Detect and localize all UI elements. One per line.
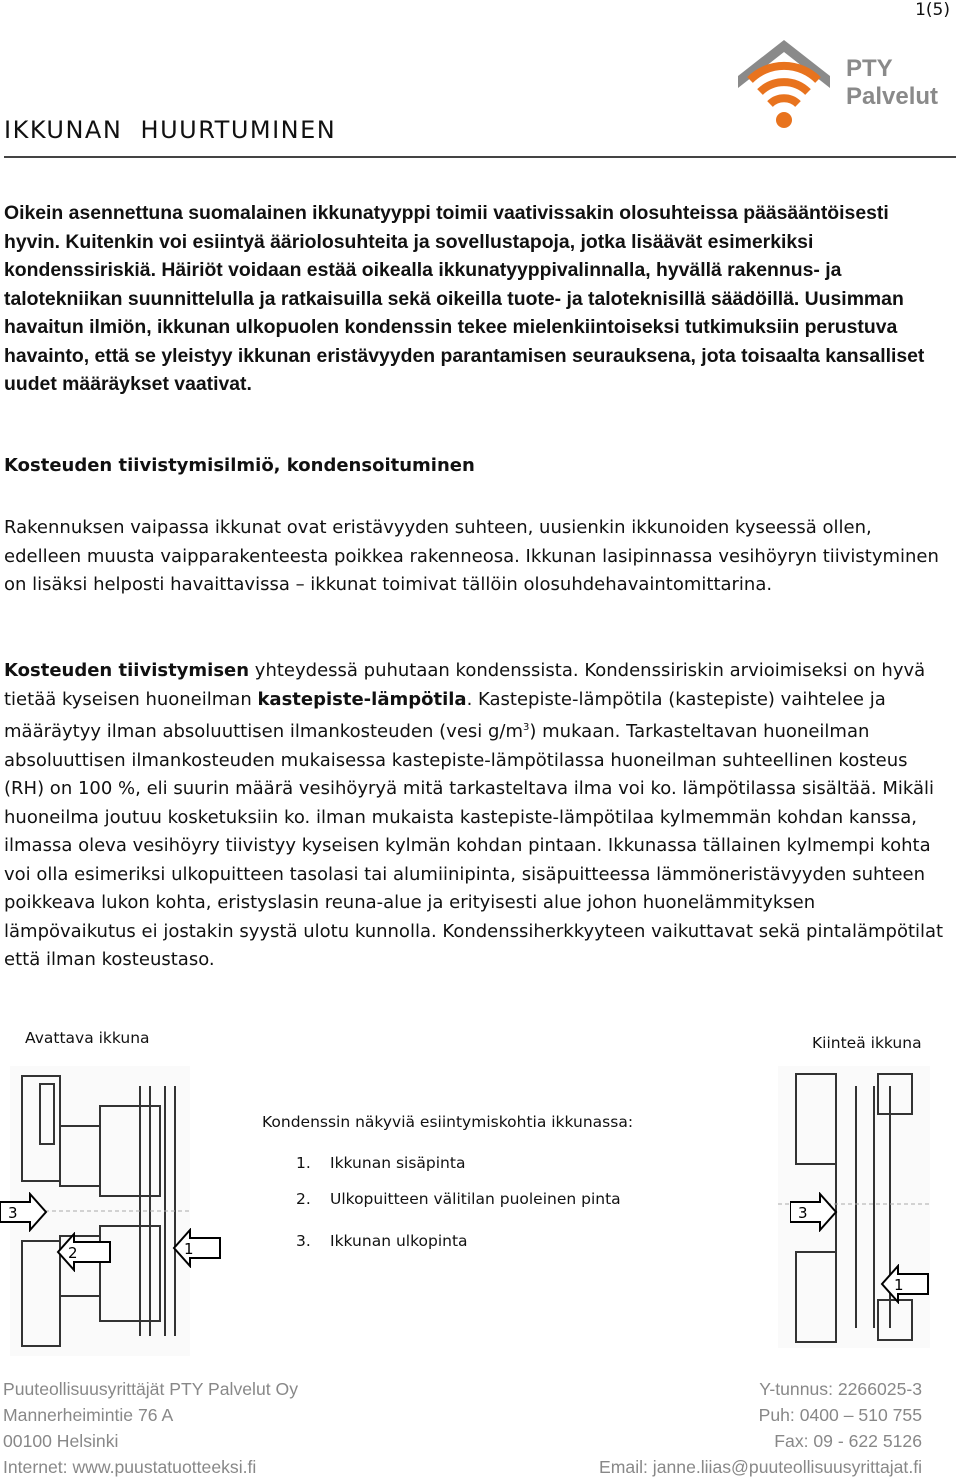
footer-fax: Fax: 09 - 622 5126 xyxy=(774,1431,922,1451)
paragraph-1: Rakennuksen vaipassa ikkunat ovat eristävyyden suhteen, uusienkin ikkunoiden kyseessä ollen, edelleen muusta vaipparakenteesta poikkea rakenneosa. Ikkunan lasipinnassa vesihöyryn tiivistyminen on lisäksi helposti havaittavissa – ikkunat toimivat tällöin olosuhdehavaintomittarina. xyxy=(4,517,939,595)
arrow-1-left-window xyxy=(172,1228,222,1268)
intro-paragraph: Oikein asennettuna suomalainen ikkunatyyppi toimii vaativissakin olosuhteissa pääsääntöisesti hyvin. Kuitenkin voi esiintyä ääriolosuhteita ja sovellustapoja, jotka lisäävät esimerkiksi kondenssiriskiä. Häiriöt voidaan estää oikealla ikkunatyyppivalinnalla, hyvällä rakennus- ja talotekniikan suunnittelulla ja ratkaisuilla sekä oikeilla tuote- ja taloteknisillä säädöillä. Uusimman havaitun ilmiön, ikkunan ulkopuolen kondenssin tekee mielenkiintoiseksi tutkimuksiin perustuva havainto, että se yleistyy ikkunan eristävyyden parantamisen seurauksena, jota toisaalta kansalliset uudet määräykset vaativat. xyxy=(4,202,925,395)
logo-text-palvelut: Palvelut xyxy=(846,83,939,110)
arrow-2-left-window xyxy=(56,1232,112,1272)
arrow-3-left-window xyxy=(0,1192,48,1232)
footer-city: 00100 Helsinki xyxy=(3,1431,119,1451)
arrow-1-right-window xyxy=(880,1264,930,1304)
footer-company: Puuteollisuusyrittäjät PTY Palvelut Oy xyxy=(3,1379,298,1399)
arrow-label: 1 xyxy=(184,1240,194,1258)
arrow-label: 3 xyxy=(798,1204,808,1222)
term-kosteuden-tiivistyminen: Kosteuden tiivistymisen xyxy=(4,660,250,681)
arrow-label: 2 xyxy=(68,1244,78,1262)
legend-item: 2. Ulkopuitteen välitilan puoleinen pinta xyxy=(296,1190,621,1208)
term-kastepiste-lampotila: kastepiste-lämpötila xyxy=(257,688,467,710)
section-heading: Kosteuden tiivistymisilmiö, kondensoituminen xyxy=(4,455,475,476)
arrow-label: 3 xyxy=(8,1204,18,1222)
logo-text-pty: PTY xyxy=(846,55,893,82)
openable-window-label: Avattava ikkuna xyxy=(25,1029,150,1047)
footer-email-link[interactable]: Email: janne.liias@puuteollisuusyrittajat.fi xyxy=(599,1457,922,1477)
footer-phone: Puh: 0400 – 510 755 xyxy=(758,1405,922,1425)
pty-palvelut-logo xyxy=(734,36,954,136)
fixed-window-label: Kiinteä ikkuna xyxy=(812,1034,922,1052)
document-title: IKKUNAN HUURTUMINEN xyxy=(4,116,337,144)
arrow-label: 1 xyxy=(894,1276,904,1294)
footer-website-link[interactable]: Internet: www.puustatuotteeksi.fi xyxy=(3,1457,257,1477)
page-number: 1(5) xyxy=(915,0,950,20)
footer-street: Mannerheimintie 76 A xyxy=(3,1405,174,1425)
arrow-3-right-window xyxy=(790,1192,838,1232)
footer-business-id: Y-tunnus: 2266025-3 xyxy=(759,1379,922,1399)
paragraph-2: Kosteuden tiivistymisen yhteydessä puhutaan kondenssista. Kondenssiriskin arvioimiseksi on hyvä tietää kyseisen huoneilman kastepiste-lämpötila. Kastepiste-lämpötila (kastepiste) vaihtelee ja määräytyy ilman absoluuttisen ilmankosteuden (vesi $g/m^3$) mukaan. Tarkasteltavan huoneilman absoluuttisen ilmankosteuden mukaisessa kastepiste-lämpötilassa huoneilman suhteellinen kosteus (RH) on 100 %, eli suurin määrä vesihöyryä mitä tarkasteltava ilma voi ko. lämpötilassa sisältää. Mikäli huoneilma joutuu kosketuksiin ko. ilman mukaista kastepiste-lämpötilaa kylmemmän kohdan kanssa, ilmassa oleva vesihöyry tiivistyy kyseisen kylmän kohdan pintaan. Ikkunassa tällainen kylmempi kohta voi olla esimeriksi ulkopuitteen tasolasi tai alumiinipinta, sisäpuitteessa lämmöneristävyyden suhteen poikkeava lukon kohta, eristyslasin reuna-alue ja erityisesti alue johon huonelämmityksen lämpövaikutus ei jostakin syystä ulotu kunnolla. Kondenssiherkkyyteen vaikuttavat sekä pintalämpötilat että ilman kosteustaso. xyxy=(4,660,944,970)
logo-house-wifi-icon xyxy=(734,36,844,136)
footer xyxy=(0,1376,960,1477)
title-rule xyxy=(4,156,956,158)
legend-item: 1. Ikkunan sisäpinta xyxy=(296,1154,466,1172)
legend-item: 3. Ikkunan ulkopinta xyxy=(296,1232,468,1250)
legend-title: Kondenssin näkyviä esiintymiskohtia ikkunassa: xyxy=(262,1113,634,1131)
